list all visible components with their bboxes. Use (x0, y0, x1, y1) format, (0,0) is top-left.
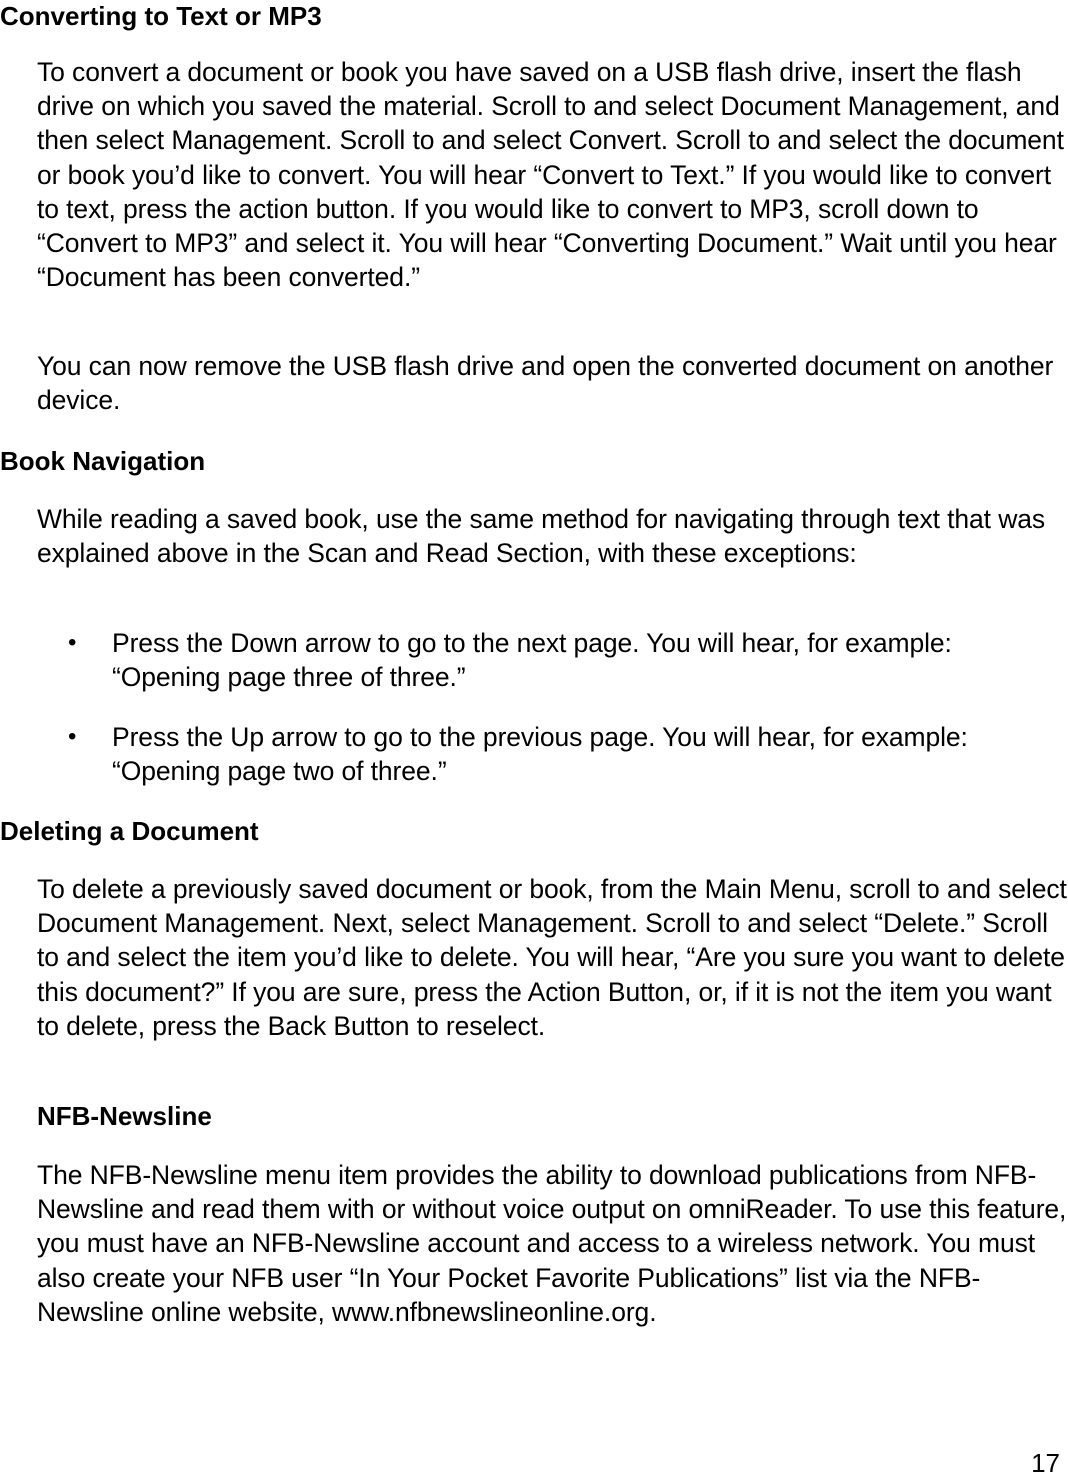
heading-book-navigation: Book Navigation (0, 446, 206, 476)
paragraph-remove-usb: You can now remove the USB flash drive and open the converted document on another device. (37, 351, 1054, 416)
heading-converting-to-text-or-mp3: Converting to Text or MP3 (0, 1, 322, 31)
bullet-icon: • (68, 723, 77, 750)
paragraph-book-navigation: While reading a saved book, use the same method for navigating through text that was explained above in the Scan and Read Section, with these exceptions: (37, 504, 1046, 569)
paragraph-deleting-instructions: To delete a previously saved document or book, from the Main Menu, scroll to and select Document Management. Next, select Management. Scroll to and select “Delete.” Scroll to and select the item you’d like to delete. You will hear, “Are you sure you want to delete this document?” If you are sure, press the Action Button, or, if it is not the item you want to delete, press the Back Button to reselect. (37, 874, 1067, 1041)
bullet-icon: • (68, 629, 77, 656)
page-number: 17 (1031, 1448, 1060, 1478)
paragraph-nfb-newsline: The NFB-Newsline menu item provides the ability to download publications from NFB-Newsline and read them with or without voice output on omniReader. To use this feature, you must have an NFB-Newsline account and access to a wireless network. You must also create your NFB user “In Your Pocket Favorite Publications” list via the NFB-Newsline online website, www.nfbnewslineonline.org. (37, 1160, 1067, 1327)
paragraph-converting-instructions: To convert a document or book you have saved on a USB flash drive, insert the flash drive on which you saved the material. Scroll to and select Document Management, and then select Management. Scroll to and select Convert. Scroll to and select the document or book you’d like to convert. You will hear “Convert to Text.” If you would like to convert to text, press the action button. If you would like to convert to MP3, scroll down to “Convert to MP3” and select it. You will hear “Converting Document.” Wait until you hear “Document has been converted.” (37, 57, 1064, 293)
list-item-text: Press the Up arrow to go to the previous page. You will hear, for example: “Opening page two of three.” (112, 722, 968, 787)
list-item-text: Press the Down arrow to go to the next page. You will hear, for example: “Opening page three of three.” (112, 628, 952, 693)
heading-deleting-a-document: Deleting a Document (0, 816, 259, 846)
heading-nfb-newsline: NFB-Newsline (37, 1101, 212, 1131)
